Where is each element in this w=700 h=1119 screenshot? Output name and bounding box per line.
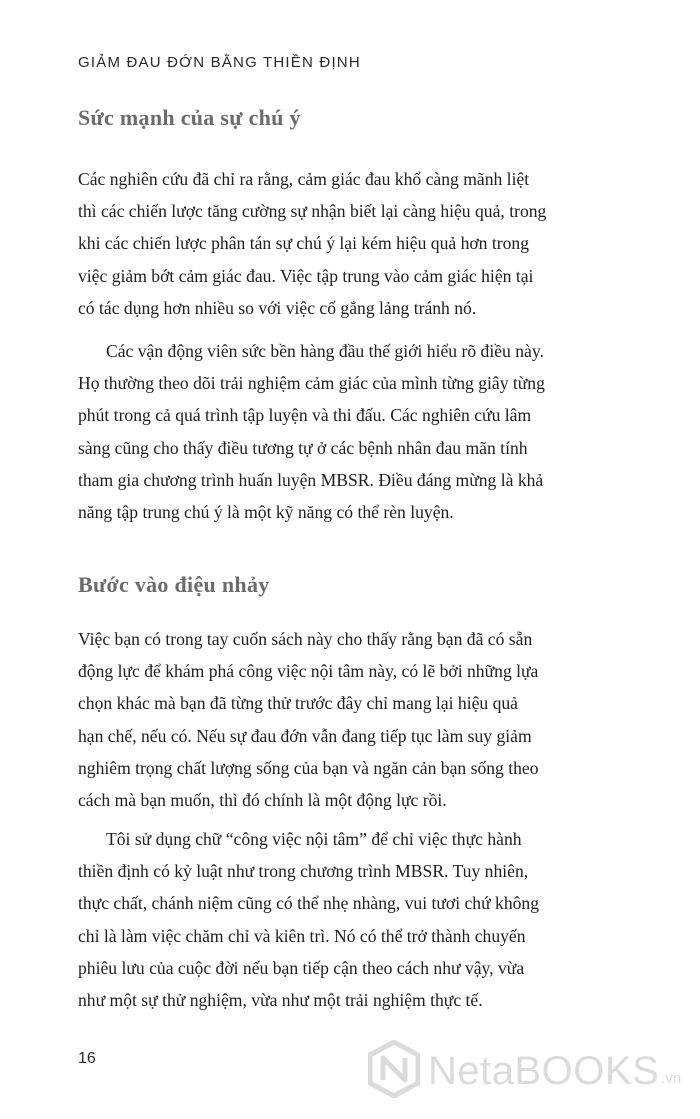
paragraph-line: Tôi sử dụng chữ “công việc nội tâm” để chỉ việc thực hành xyxy=(106,829,522,849)
paragraph-line: phút trong cả quá trình tập luyện và thi đấu. Các nghiên cứu lâm xyxy=(78,405,532,426)
paragraph-line: Các nghiên cứu đã chỉ ra rằng, cảm giác đau khổ càng mãnh liệt xyxy=(78,169,530,189)
paragraph-line: thiền định có kỷ luật như trong chương trình MBSR. Tuy nhiên, xyxy=(78,861,529,882)
paragraph-line: cách mà bạn muốn, thì đó chính là một động lực rồi. xyxy=(78,790,447,811)
paragraph-1 xyxy=(78,163,638,324)
netabooks-logo-icon xyxy=(368,1040,420,1103)
watermark xyxy=(368,1040,681,1103)
paragraph-line: tham gia chương trình huấn luyện MBSR. Điều đáng mừng là khả xyxy=(78,469,544,490)
paragraph-line: chỉ là làm việc chăm chỉ và kiên trì. Nó có thể trở thành chuyến xyxy=(78,925,526,946)
paragraph-line: thực chất, chánh niệm cũng có thể nhẹ nhàng, vui tươi chứ không xyxy=(78,893,540,914)
paragraph-4 xyxy=(78,823,638,1016)
paragraph-line: việc giảm bớt cảm giác đau. Việc tập trung vào cảm giác hiện tại xyxy=(78,265,534,286)
paragraph-line: năng tập trung chú ý là một kỹ năng có thể rèn luyện. xyxy=(78,502,454,523)
paragraph-line: Họ thường theo dõi trải nghiệm cảm giác của mình từng giây từng xyxy=(78,373,545,394)
section-heading-2: Bước vào điệu nhảy xyxy=(78,572,270,597)
paragraph-line: như một sự thử nghiệm, vừa như một trải nghiệm thực tế. xyxy=(78,990,483,1011)
paragraph-2 xyxy=(78,335,638,528)
paragraph-line: có tác dụng hơn nhiều so với việc cố gắng lảng tránh nó. xyxy=(78,297,477,318)
paragraph-line: thì các chiến lược tăng cường sự nhận biết lại càng hiệu quả, trong xyxy=(78,201,547,222)
watermark-brand: NetaBOOKS xyxy=(428,1049,660,1093)
paragraph-line: Các vận động viên sức bền hàng đầu thế giới hiểu rõ điều này. xyxy=(106,341,544,361)
watermark-suffix: .vn xyxy=(661,1070,682,1087)
paragraph-line: phiêu lưu của cuộc đời nếu bạn tiếp cận theo cách như vậy, vừa xyxy=(78,957,525,978)
paragraph-line: sàng cũng cho thấy điều tương tự ở các bệnh nhân đau mãn tính xyxy=(78,437,528,458)
paragraph-line: hạn chế, nếu có. Nếu sự đau đớn vẫn đang tiếp tục làm suy giảm xyxy=(78,725,532,746)
paragraph-line: động lực để khám phá công việc nội tâm này, có lẽ bởi những lựa xyxy=(78,661,539,682)
paragraph-line: Việc bạn có trong tay cuốn sách này cho thấy rằng bạn đã có sẵn xyxy=(78,629,533,649)
running-head: GIẢM ĐAU ĐỚN BẰNG THIỀN ĐỊNH xyxy=(78,54,361,71)
page-number: 16 xyxy=(78,1050,96,1067)
section-heading-1: Sức mạnh của sự chú ý xyxy=(78,105,301,130)
paragraph-3 xyxy=(78,623,638,816)
paragraph-line: nghiêm trọng chất lượng sống của bạn và ngăn cản bạn sống theo xyxy=(78,757,539,778)
paragraph-line: khi các chiến lược phân tán sự chú ý lại kém hiệu quả hơn trong xyxy=(78,233,530,254)
paragraph-line: chọn khác mà bạn đã từng thử trước đây chỉ mang lại hiệu quả xyxy=(78,693,518,714)
